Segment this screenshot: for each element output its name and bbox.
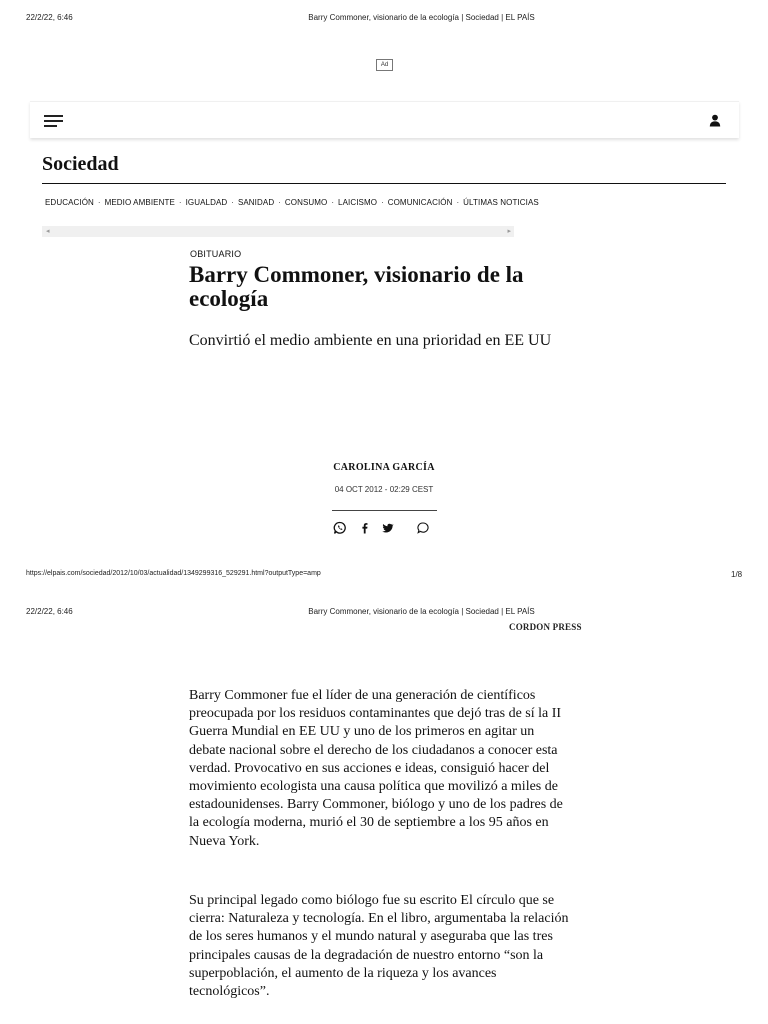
subnav-separator: · — [331, 198, 335, 207]
scroll-right-arrow-icon[interactable]: ▸ — [507, 228, 511, 235]
subnav-item-consumo[interactable]: CONSUMO — [284, 198, 328, 207]
subnav-separator: · — [231, 198, 234, 207]
photo-credit: CORDON PRESS — [509, 622, 582, 632]
subnav-separator: · — [178, 198, 182, 207]
subnav-separator: · — [278, 198, 281, 207]
subnav-item-educacion[interactable]: EDUCACIÓN — [45, 198, 94, 207]
user-icon[interactable] — [709, 114, 721, 127]
article-kicker: OBITUARIO — [190, 249, 242, 259]
article-paragraph: Barry Commoner fue el líder de una generación de científicos preocupada por los residuos contaminantes que dejó tras de sí la II Guerra Mundial en EE UU y uno de los primeros en agitar un debate nacional sobre el derecho de los ciudadanos a conocer esta verdad. Provocativo en sus acciones e ideas, consiguió hacer del movimiento ecologista una causa política que movilizó a miles de estadounidenses. Barry Commoner, biólogo y uno de los padres de la ecología moderna, murió el 30 de septiembre a los 95 años en Nueva York. — [189, 688, 563, 849]
subnav-item-sanidad[interactable]: SANIDAD — [237, 198, 275, 207]
section-title[interactable]: Sociedad — [42, 153, 119, 175]
facebook-icon[interactable] — [358, 521, 372, 535]
subnav-item-medio-ambiente[interactable]: MEDIO AMBIENTE — [104, 198, 175, 207]
article-paragraph: Su principal legado como biólogo fue su escrito El círculo que se cierra: Naturaleza y tecnología. En el libro, argumentaba la relación de los seres humanos y el mundo natural y aseguraba que las tres principales causas de la degradación de nuestro entorno “son la superpoblación, el aumento de la riqueza y los avances tecnológicos”. — [189, 893, 569, 1000]
subnav-item-ultimas-noticias[interactable]: ÚLTIMAS NOTICIAS — [463, 198, 539, 207]
byline-divider — [332, 510, 437, 511]
subnav-scrollbar[interactable] — [42, 226, 514, 237]
section-subnav — [45, 198, 539, 207]
article-author[interactable]: CAROLINA GARCÍA — [333, 462, 435, 473]
article-headline: Barry Commoner, visionario de la ecología — [189, 262, 524, 311]
subnav-item-laicismo[interactable]: LAICISMO — [338, 198, 378, 207]
subnav-separator: · — [456, 198, 460, 207]
subnav-item-igualdad[interactable]: IGUALDAD — [185, 198, 228, 207]
twitter-icon[interactable] — [380, 521, 394, 535]
print-datetime: 22/2/22, 6:46 — [26, 607, 73, 616]
whatsapp-icon[interactable] — [333, 521, 347, 535]
print-footer-url: https://elpais.com/sociedad/2012/10/03/actualidad/1349299316_529291.html?outputType=amp — [26, 570, 321, 577]
print-datetime: 22/2/22, 6:46 — [26, 13, 73, 22]
hamburger-menu-icon[interactable] — [44, 114, 64, 128]
subnav-separator: · — [381, 198, 384, 207]
subnav-item-comunicacion[interactable]: COMUNICACIÓN — [387, 198, 453, 207]
comment-icon[interactable] — [416, 521, 430, 535]
print-page-number: 1/8 — [731, 570, 743, 579]
scroll-left-arrow-icon[interactable]: ◂ — [46, 228, 50, 235]
article-date: 04 OCT 2012 - 02:29 CEST — [334, 485, 434, 494]
ad-label: Ad — [376, 59, 393, 71]
subnav-separator: · — [97, 198, 101, 207]
article-subheadline: Convirtió el medio ambiente en una prioridad en EE UU — [189, 332, 552, 349]
print-document-title: Barry Commoner, visionario de la ecología | Sociedad | EL PAÍS — [308, 13, 535, 22]
top-navigation-bar — [30, 101, 739, 138]
section-divider — [42, 183, 726, 184]
print-document-title: Barry Commoner, visionario de la ecología | Sociedad | EL PAÍS — [308, 607, 535, 616]
